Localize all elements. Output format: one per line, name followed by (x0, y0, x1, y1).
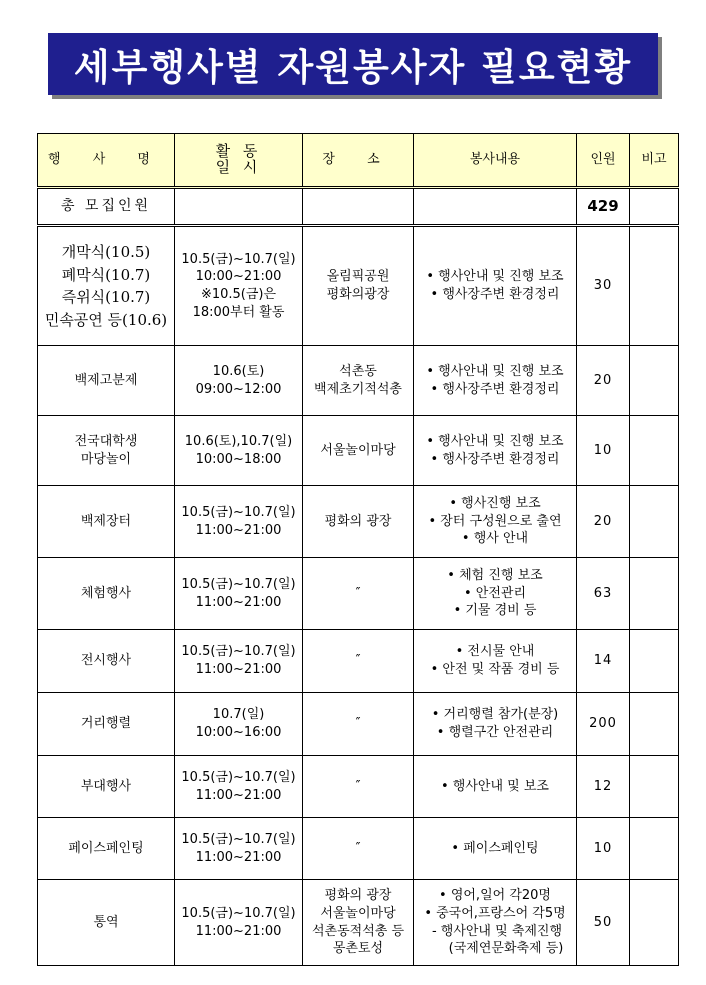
content-list (414, 887, 576, 957)
event-place-line: 석촌동 (339, 363, 377, 379)
content-list (414, 840, 576, 858)
event-name-line: 백제장터 (80, 513, 132, 529)
event-date-line: 11:00~21:00 (195, 923, 282, 939)
table-row (38, 756, 679, 818)
event-date-line: 11:00~21:00 (195, 522, 282, 538)
event-count: 50 (577, 880, 630, 966)
event-name-line: 백제고분제 (74, 372, 138, 388)
content-item: • 행사장주변 환경정리 (430, 451, 560, 467)
page-title: 세부행사별 자원봉사자 필요현황 (73, 46, 633, 89)
event-place-line: ″ (355, 840, 361, 856)
event-date-line: 09:00~12:00 (195, 381, 282, 397)
event-date-line: 10.5(금)~10.7(일) (181, 831, 296, 847)
event-place (303, 818, 414, 880)
event-content (414, 756, 577, 818)
content-item: • 행사장주변 환경정리 (430, 381, 560, 397)
event-place (303, 346, 414, 416)
event-place-line: ″ (355, 716, 361, 732)
event-name (38, 558, 175, 630)
content-item: • 안전관리 (463, 585, 527, 601)
event-date (175, 416, 303, 486)
event-place-line: ″ (355, 653, 361, 669)
event-name (38, 416, 175, 486)
event-date-line: ※10.5(금)은 (200, 287, 277, 302)
event-date-line: 10.5(금)~10.7(일) (181, 251, 296, 267)
event-count: 12 (577, 756, 630, 818)
table-row (38, 416, 679, 486)
event-date (175, 346, 303, 416)
header-name: 행 사 명 (38, 134, 175, 188)
table-row (38, 630, 679, 693)
event-name-line: 통역 (93, 914, 119, 930)
content-item: • 행사안내 및 진행 보조 (426, 363, 564, 379)
event-date (175, 486, 303, 558)
total-row (38, 188, 679, 226)
content-item: (국제연문화축제 등) (448, 941, 564, 957)
event-place-line: 석촌동적석총 등 (311, 923, 405, 939)
event-note (630, 486, 679, 558)
event-date-line: 10.5(금)~10.7(일) (181, 769, 296, 785)
total-count: 429 (577, 188, 630, 226)
content-list (414, 643, 576, 678)
event-date-line: 11:00~21:00 (195, 594, 282, 610)
event-name-line: 마당놀이 (80, 451, 132, 467)
event-count: 10 (577, 818, 630, 880)
volunteer-table (37, 133, 679, 966)
event-name-line: 부대행사 (80, 778, 132, 794)
event-place (303, 486, 414, 558)
event-date-line: 18:00부터 활동 (192, 304, 285, 320)
event-name (38, 226, 175, 346)
header-date (175, 134, 303, 188)
event-date-line: 11:00~21:00 (195, 787, 282, 803)
content-item: • 행사 안내 (461, 531, 529, 547)
event-place-line: 백제초기적석총 (314, 381, 402, 397)
event-note (630, 346, 679, 416)
header-count: 인원 (577, 134, 630, 188)
event-date-line: 10.5(금)~10.7(일) (181, 576, 296, 592)
content-item: • 장터 구성원으로 출연 (428, 513, 562, 529)
event-place-line: ″ (355, 778, 361, 794)
content-item: • 페이스페인팅 (451, 840, 539, 856)
header-place: 장 소 (303, 134, 414, 188)
header-note: 비고 (630, 134, 679, 188)
event-name-line: 전국대학생 (74, 433, 138, 449)
content-item: • 행사진행 보조 (449, 496, 541, 512)
event-count: 10 (577, 416, 630, 486)
content-list (414, 268, 576, 303)
header-content: 봉사내용 (414, 134, 577, 188)
event-name (38, 486, 175, 558)
event-place (303, 756, 414, 818)
event-place-line: 몽촌토성 (332, 941, 384, 957)
header-row (38, 134, 679, 188)
event-note (630, 880, 679, 966)
table-row (38, 880, 679, 966)
event-name-line: 폐막식(10.7) (61, 265, 151, 284)
event-place-line: 평화의 광장 (324, 888, 392, 904)
event-count: 20 (577, 486, 630, 558)
table-row (38, 346, 679, 416)
event-count: 30 (577, 226, 630, 346)
content-item: • 행렬구간 안전관리 (436, 725, 554, 740)
event-date-line: 11:00~21:00 (195, 849, 282, 865)
event-date (175, 880, 303, 966)
content-item: • 중국어,프랑스어 각5명 (424, 905, 566, 921)
event-place (303, 226, 414, 346)
table-row (38, 226, 679, 346)
event-content (414, 818, 577, 880)
content-item: • 영어,일어 각20명 (439, 888, 551, 904)
event-name-line: 페이스페인팅 (68, 840, 144, 856)
content-list (414, 567, 576, 620)
event-count: 20 (577, 346, 630, 416)
content-item: • 행사장주변 환경정리 (430, 287, 560, 302)
event-date-line: 10.6(토),10.7(일) (184, 433, 293, 449)
event-content (414, 630, 577, 693)
table-row (38, 693, 679, 756)
event-date (175, 756, 303, 818)
table-row (38, 818, 679, 880)
event-date-line: 10.5(금)~10.7(일) (181, 905, 296, 921)
event-place-line: 평화의광장 (326, 287, 390, 302)
event-note (630, 558, 679, 630)
event-place-line: ″ (355, 585, 361, 601)
event-date-line: 10:00~16:00 (195, 725, 282, 740)
content-item: • 행사안내 및 보조 (441, 778, 549, 794)
event-content (414, 226, 577, 346)
event-date-line: 10.5(금)~10.7(일) (181, 504, 296, 520)
event-date-line: 10.5(금)~10.7(일) (181, 644, 296, 660)
event-name-line: 체험행사 (80, 585, 132, 601)
event-count: 200 (577, 693, 630, 756)
event-name (38, 818, 175, 880)
content-item: - 행사안내 및 축제진행 (431, 923, 563, 939)
header-date-line1: 활 동 (215, 142, 262, 161)
event-date (175, 818, 303, 880)
content-list (414, 706, 576, 741)
event-place (303, 630, 414, 693)
event-place-line: 평화의 광장 (324, 513, 392, 529)
event-date-line: 10:00~21:00 (195, 269, 282, 285)
event-note (630, 756, 679, 818)
event-name-line: 개막식(10.5) (61, 243, 151, 261)
event-content (414, 558, 577, 630)
total-label: 총 모집인원 (38, 188, 175, 226)
table-row (38, 558, 679, 630)
content-list (414, 433, 576, 468)
event-name (38, 693, 175, 756)
content-list (414, 778, 576, 796)
content-item: • 거리행렬 참가(분장) (431, 707, 559, 723)
content-item: • 기물 경비 등 (453, 603, 537, 619)
event-note (630, 416, 679, 486)
event-place (303, 880, 414, 966)
event-date-line: 11:00~21:00 (195, 662, 282, 677)
event-content (414, 486, 577, 558)
event-date (175, 558, 303, 630)
event-place-line: 서울놀이마당 (320, 905, 396, 921)
content-list (414, 363, 576, 398)
event-content (414, 693, 577, 756)
event-name-line: 전시행사 (80, 653, 132, 669)
event-name-line: 민속공연 등(10.6) (44, 310, 168, 329)
event-count: 14 (577, 630, 630, 693)
event-note (630, 630, 679, 693)
event-note (630, 818, 679, 880)
content-list (414, 495, 576, 548)
event-content (414, 416, 577, 486)
event-name (38, 630, 175, 693)
event-place-line: 서울놀이마당 (320, 442, 396, 458)
event-name-line: 즉위식(10.7) (61, 288, 151, 306)
event-place (303, 416, 414, 486)
content-item: • 행사안내 및 진행 보조 (426, 269, 564, 285)
content-item: • 체험 진행 보조 (447, 568, 543, 584)
event-content (414, 346, 577, 416)
event-date (175, 226, 303, 346)
event-name (38, 346, 175, 416)
event-name (38, 880, 175, 966)
content-item: • 행사안내 및 진행 보조 (426, 433, 564, 449)
event-note (630, 693, 679, 756)
event-place (303, 693, 414, 756)
title-banner (48, 33, 658, 95)
event-date-line: 10.6(토) (212, 363, 265, 379)
content-item: • 전시물 안내 (455, 644, 535, 660)
event-name (38, 756, 175, 818)
header-date-line2: 일 시 (215, 158, 262, 176)
event-note (630, 226, 679, 346)
table-row (38, 486, 679, 558)
event-place-line: 올림픽공원 (326, 269, 390, 285)
event-name-line: 거리행렬 (80, 716, 132, 732)
event-date-line: 10.7(일) (212, 707, 265, 723)
event-date-line: 10:00~18:00 (195, 451, 282, 467)
event-count: 63 (577, 558, 630, 630)
content-item: • 안전 및 작품 경비 등 (430, 662, 560, 677)
event-place (303, 558, 414, 630)
event-date (175, 693, 303, 756)
event-date (175, 630, 303, 693)
event-content (414, 880, 577, 966)
